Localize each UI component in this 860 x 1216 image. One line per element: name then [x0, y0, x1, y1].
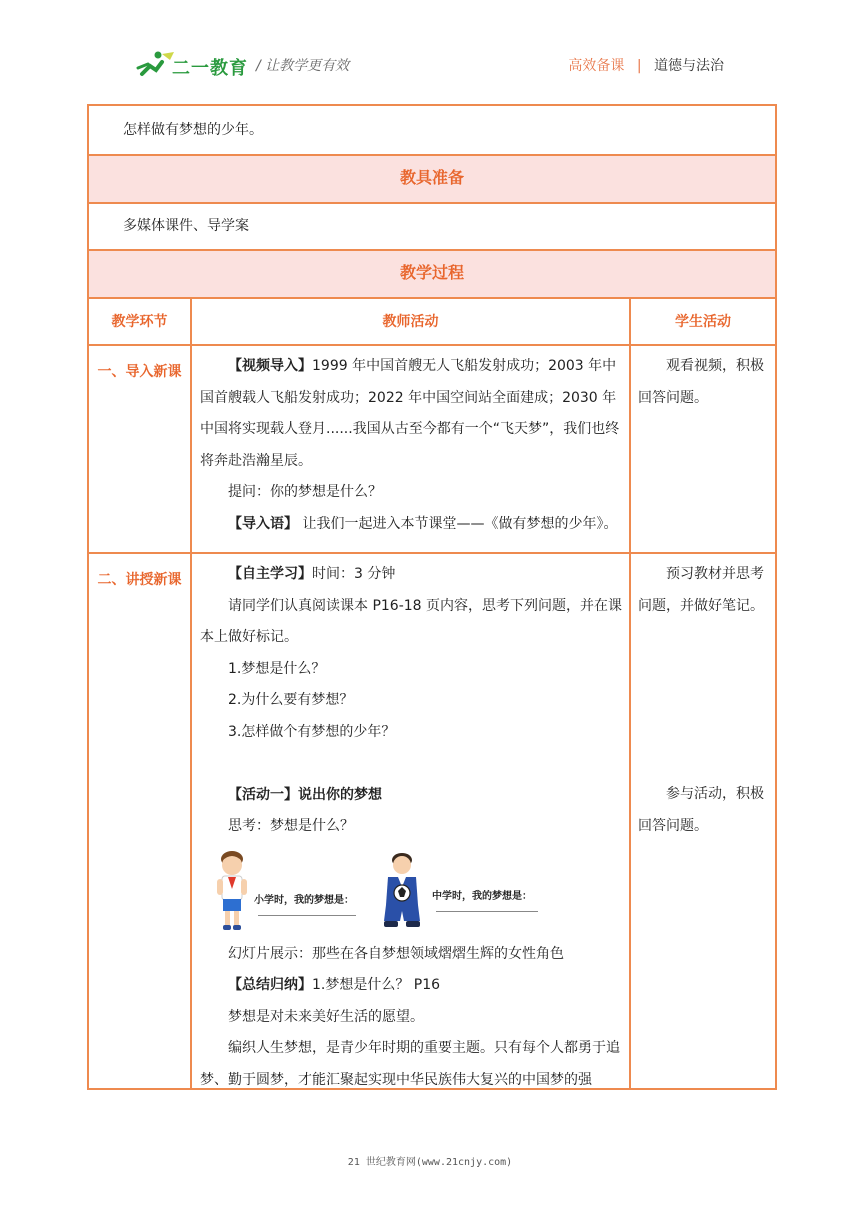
process-title-row [89, 249, 775, 297]
section-teaching-teacher [192, 554, 629, 1088]
objective-row [89, 106, 775, 154]
column-header-stage: 教学环节 [111, 314, 168, 330]
page-header [0, 0, 860, 100]
section-teaching-label: 二、讲授新课 [97, 572, 182, 588]
intro-words-paragraph [200, 509, 623, 541]
video-intro-text: 1999 年中国首艘无人飞船发射成功；2003 年中国首艘载人飞船发射成功；2022 年中国空间站全面建成；2030 年中国将实现载人登月......我国从古至今都有一个“飞天梦”，我们也终将奔赴浩瀚星辰。 [200, 358, 620, 469]
summary-heading: 【总结归纳】 [228, 977, 312, 993]
dream-paragraph: 编织人生梦想，是青少年时期的重要主题。只有每个人都勇于追梦、勤于圆梦，才能汇聚起实现中华民族伟大复兴的中国梦的强 [200, 1040, 620, 1088]
dream-definition: 梦想是对未来美好生活的愿望。 [228, 1008, 424, 1025]
section-teaching-row [89, 552, 775, 1088]
section-intro-label: 一、导入新课 [97, 364, 182, 380]
summary-paragraph [200, 970, 623, 1002]
tools-title: 教具准备 [399, 168, 464, 187]
subject-label: 道德与法治 [654, 58, 724, 74]
self-study-paragraph [200, 559, 623, 591]
column-header-student: 学生活动 [675, 314, 731, 330]
tools-title-row [89, 154, 775, 202]
activity-one-title: 【活动一】说出你的梦想 [228, 786, 382, 803]
tools-content: 多媒体课件、导学案 [123, 218, 249, 234]
question-3: 3.怎样做个有梦想的少年？ [228, 723, 396, 740]
lesson-table [87, 104, 777, 1090]
header-right [568, 55, 724, 75]
column-header-row [89, 297, 775, 344]
video-intro-heading: 【视频导入】 [228, 358, 312, 374]
slogan: / 让教学更有效 [256, 58, 350, 74]
intro-words-heading: 【导入语】 [228, 515, 298, 532]
column-header-teacher: 教师活动 [382, 314, 439, 330]
logo [136, 50, 246, 80]
section-intro-teacher [192, 346, 629, 552]
summary-text: 1.梦想是什么？ P16 [312, 977, 441, 993]
page-footer: 21 世纪教育网(www.21cnjy.com) [347, 1157, 513, 1168]
runner-logo-icon [136, 50, 176, 80]
middle-dream-label: 中学时，我的梦想是： [432, 890, 532, 902]
header-separator: | [636, 58, 642, 74]
section-teaching-student-1: 预习教材并思考问题，并做好笔记。 [638, 566, 764, 614]
reading-instruction: 请同学们认真阅读课本 P16-18 页内容，思考下列问题，并在课本上做好标记。 [200, 597, 623, 645]
section-intro-row [89, 344, 775, 552]
dream-illustration [200, 849, 623, 935]
middle-student-icon [380, 851, 424, 933]
question-text: 提问：你的梦想是什么？ [228, 484, 382, 500]
intro-words-text: 让我们一起进入本节课堂——《做有梦想的少年》。 [298, 515, 618, 532]
section-intro-student: 观看视频，积极回答问题。 [638, 358, 764, 406]
section-teaching-student-2: 参与活动，积极回答问题。 [638, 786, 764, 834]
slide-display: 幻灯片展示：那些在各自梦想领域熠熠生辉的女性角色 [228, 945, 564, 962]
question-2: 2.为什么要有梦想？ [228, 692, 354, 708]
video-intro-paragraph [200, 351, 623, 477]
primary-dream-label: 小学时，我的梦想是： [254, 894, 354, 906]
tools-content-row [89, 202, 775, 249]
question-1: 1.梦想是什么？ [228, 660, 326, 677]
primary-student-icon [214, 849, 250, 933]
process-title: 教学过程 [399, 263, 464, 282]
course-label: 高效备课 [568, 58, 625, 74]
logo-text: 二一教育 [172, 58, 248, 79]
think-question: 思考：梦想是什么？ [228, 818, 354, 834]
self-study-heading: 【自主学习】 [228, 566, 312, 582]
self-study-time: 时间：3 分钟 [312, 566, 396, 582]
objective-text: 怎样做有梦想的少年。 [123, 122, 263, 138]
